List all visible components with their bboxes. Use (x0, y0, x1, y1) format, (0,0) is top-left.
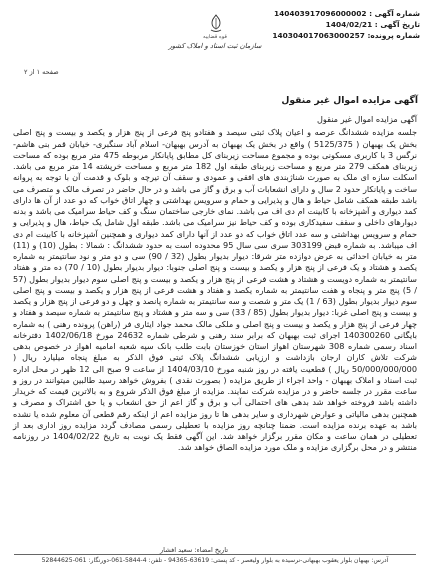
notice-number-row (270, 8, 420, 19)
case-number-row (270, 30, 420, 41)
sub-org-name: قوه قضاییه (203, 34, 227, 40)
footer-address: آدرس: بهبهان بلوار یعقوب بهبهانی-نرسیده به بلوار ولیعصر - کد پستی: 63619-94365 - تلفن: 4-5844-061-دورنگار: 061-52844625 (41, 557, 389, 564)
case-number-value: 140304017063000257 (272, 31, 365, 40)
notice-paragraph: جلسه مزایده ششدانگ عرصه و اعیان پلاک ثبتی سیصد و هفتادو پنج فرعی از پنج هزار و یکصد و بیست و پنج اصلی بخش یک بهبهان ( 5125/375 ) واقع در بخش یک بهبهان به آدرس بهبهان- اسلام آباد سنگبری- خیابان قمر بنی هاشم- نرگس 3 با کاربری مسکونی بوده و مجموع مساحت زیربنای کل مطابق پایانکار مربوطه 475 متر مربع بوده که مساحت زیربنای همکف 279 متر مربع و مساحت زیربنای طبقه اول 182 متر مربع و مساحت خرپشته 14 متر مربع می باشد. اسکلت سازه ای ملک به صورت شناژبندی های افقی و عمودی و سقف آن تیرچه و بلوک و قدمت آن با توجه به پروانه ساخت و پایانکار حدود 2 سال و دارای انشعابات آب و برق و گاز می باشد و در حال حاضر در تصرف مالک و متصرف می باشد طبقه همکف شامل حیاط و هال و پذیرایی و حمام و سرویس بهداشتی و چهار اتاق خواب که دو عدد از آن ها دارای کمد دیواری و آشپزخانه با کابینت ام دی اف می باشد. نمای خارجی ساختمان سنگ و کف حیاط سرامیک می باشد و بدنه دیوارهای داخلی و سقف سفیدکاری بوده و کف حیاط نیز سرامیک می باشد. طبقه اول شامل یک حیاط، هال و پذیرایی و حمام و سرویس بهداشتی و سه عدد اتاق خواب که دو عدد از آنها دارای کمد دیواری و همچنین آشپزخانه با کابینت ام دی اف میباشد. به شماره قبض 303199 سری سی سال 95 محدوده است به حدود ششدانگ : شمالا : بطول (10) و (11) متر به خیابان احداثی به عرض دوازده متر شرقا: دیوار بدیوار بطول (32 / 90) سی و دو متر و نود سانتیمتر به شماره یکصد و هشتاد و یک فرعی از پنج هزار و یکصد و بیست و پنج اصلی جنوبا: دیوار بدیوار بطول (10 / 70) ده متر و هفتاد سانتیمتر به شماره دویست و هشتاد و هشت فرعی از پنج هزار و یکصد و بیست و پنج اصلی سوم دیوار بدیوار بطول (57 / 5) پنج متر و پنجاه و هفت سانتیمتر به شماره یکصد و هفتاد و هشت فرعی از پنج هزار و یکصد و بیست و پنج اصلی سوم دیوار بدیوار بطول (63 / 1) یک متر و شصت و سه سانتیمتر به شماره پانصد و چهل و دو فرعی از پنج هزار و یکصد و بیست و پنج اصلی غربا: دیوار بدیوار بطول (85 / 33) سی و سه متر و هشتاد و پنج سانتیمتر به شماره سیصد و هفتاد و چهار فرعی از پنج هزار و یکصد و بیست و پنج اصلی و ملکی مالک محمد جواد ایثاری فر (راهن) پرونده رهنی ) به شماره بایگانی 140300260 اجرای ثبت بهبهان که برابر سند رهنی و شرطی شماره 24632 مورخ 1402/06/18 دفترخانه اسناد رسمی شماره 308 شهرستان اهواز استان خوزستان بابت طلب بانک سپه شعبه امامیه اهواز در خصوص بدهی شرکت تلاش کاران ارجان بازداشت و ارزیابی ششدانگ پلاک ثبتی فوق الذکر به مبلغ پنجاه میلیارد ریال ( 50/000/000/000 ریال ) قطعیت یافته در روز شنبه مورخ 1404/03/10 از ساعت 9 صبح الی 12 ظهر در محل اداره ثبت اسناد و املاک بهبهان - واحد اجراء از طریق مزایده ( بصورت نقدی ) بفروش خواهد رسید طالبین میتوانند در روز و ساعت مقرر در جلسه حاضر و در مزایده شرکت نمایند. مزایده از مبلغ فوق الذکر شروع و به بالاترین قیمت که خریدار داشته باشد فروخته خواهد شد بدهی های احتمالی آب و برق و گاز اعم از حق انشعاب و یا حق اشتراک و مصرف و همچنین بدهی مالیاتی و عوارض شهرداری و سایر بدهی ها تا روز مزایده اعم از اینکه رقم قطعی آن معلوم شده یا نشده باشد به عهده برنده مزایده است. ضمنا چنانچه روز مزایده با تعطیلی رسمی مصادف گردد مزایده روز اداری بعد از تعطیلی در همان ساعت و مکان مقرر برگزار خواهد شد. این آگهی فقط یک نوبت به تاریخ 1404/02/22 در روزنامه منتشر و در محل برگزاری مزایده و ملک مورد مزایده الصاق خواهد شد. (13, 127, 418, 453)
notice-meta (270, 8, 420, 41)
page-title: آگهی مزایده اموال غیر منقول (281, 95, 418, 106)
notice-number-value: 140403917096000002 (273, 9, 367, 18)
case-number-label: شماره پرونده: (367, 31, 420, 40)
judiciary-emblem-icon (208, 14, 224, 33)
notice-number-label: شماره آگهی : (369, 9, 420, 18)
notice-body (13, 114, 417, 454)
page-number: صفحه ۱ از ۲ (24, 68, 59, 76)
org-title: سازمان ثبت اسناد و املاک کشور (168, 42, 262, 50)
notice-date-label: تاریخ آگهی : (374, 20, 420, 29)
notice-date-value: 1404/02/21 (325, 20, 373, 29)
footer-divider (14, 554, 416, 555)
notice-date-row (270, 19, 420, 30)
notice-intro: آگهی مزایده اموال غیر منقول (316, 114, 417, 124)
signature: تاریخ امضاء: سعید افشار (160, 546, 229, 554)
org-name (160, 33, 270, 51)
